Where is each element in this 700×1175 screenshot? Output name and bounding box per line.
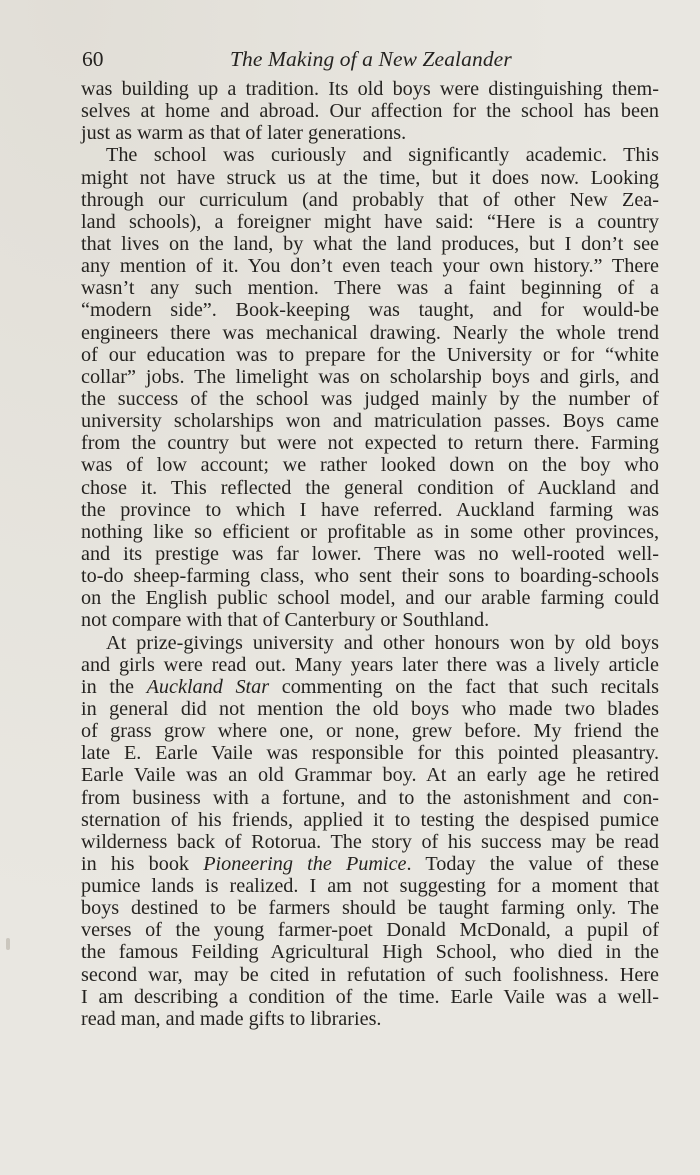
text-line: chose it. This reflected the general condition of Auckland and — [81, 476, 659, 499]
text-line: pumice lands is realized. I am not suggesting for a moment that — [81, 875, 659, 898]
text-line: second war, may be cited in refutation of such foolishness. Here — [81, 963, 659, 986]
text-line: I am describing a condition of the time. Earle Vaile was a well- — [81, 985, 659, 1008]
text-line: land schools), a foreigner might have said: “Here is a country — [81, 210, 659, 233]
text-line: of grass grow where one, or none, grew before. My friend the — [81, 720, 659, 743]
page-header — [82, 44, 660, 74]
paper-speck — [6, 938, 10, 950]
text-line: read man, and made gifts to libraries. — [81, 1007, 382, 1030]
text-line: was building up a tradition. Its old boys were distinguishing them- — [81, 78, 659, 100]
text-line: wilderness back of Rotorua. The story of his success may be read — [81, 830, 659, 853]
text-line: collar” jobs. The limelight was on scholarship boys and girls, and — [81, 365, 659, 388]
text-line: selves at home and abroad. Our affection for the school has been — [81, 100, 659, 123]
text-line: to-do sheep-farming class, who sent their sons to boarding-schools — [81, 565, 659, 588]
text-line — [81, 853, 659, 875]
text-line: from business with a fortune, and to the astonishment and con- — [81, 786, 659, 809]
text-line: university scholarships won and matriculation passes. Boys came — [81, 410, 659, 433]
text-line: was of low account; we rather looked down on the boy who — [81, 454, 659, 477]
text-line: on the English public school model, and our arable farming could — [81, 587, 659, 610]
text-line: and its prestige was far lower. There was no well-rooted well- — [81, 542, 659, 565]
text-line: through our curriculum (and probably that of other New Zea- — [81, 188, 659, 211]
text-run: in the — [81, 675, 147, 698]
text-line: of our education was to prepare for the University or for “white — [81, 343, 659, 366]
text-line: and girls were read out. Many years later there was a lively article — [81, 653, 659, 676]
text-line: At prize-givings university and other honours won by old boys — [106, 631, 659, 654]
text-line: might not have struck us at the time, but it does now. Looking — [81, 166, 659, 189]
text-line: boys destined to be farmers should be taught farming only. The — [81, 897, 659, 920]
text-line: verses of the young farmer-poet Donald McDonald, a pupil of — [81, 919, 659, 942]
text-line: Earle Vaile was an old Grammar boy. At an early age he retired — [81, 764, 659, 787]
text-line: wasn’t any such mention. There was a faint beginning of a — [81, 277, 659, 300]
text-line: that lives on the land, by what the land produces, but I don’t see — [81, 232, 659, 255]
text-line: the famous Feilding Agricultural High School, who died in the — [81, 941, 659, 964]
text-line: “modern side”. Book-keeping was taught, and for would-be — [81, 299, 659, 322]
text-line: nothing like so efficient or profitable as in some other provinces, — [81, 520, 659, 543]
text-line: late E. Earle Vaile was responsible for this pointed pleasantry. — [81, 742, 659, 765]
page-number: 60 — [82, 47, 104, 71]
running-title: The Making of a New Zealander — [230, 47, 512, 71]
text-run: . Today the value of these — [406, 852, 659, 875]
body-text — [81, 78, 659, 1030]
text-line: the success of the school was judged mainly by the number of — [81, 387, 659, 410]
text-line: in general did not mention the old boys who made two blades — [81, 697, 659, 720]
text-line: not compare with that of Canterbury or Southland. — [81, 609, 490, 632]
text-line: engineers there was mechanical drawing. Nearly the whole trend — [81, 321, 659, 344]
text-run: in his book — [81, 852, 204, 875]
book-title: Pioneering the Pumice — [203, 852, 407, 875]
text-line — [81, 676, 659, 698]
text-line: sternation of his friends, applied it to testing the despised pumice — [81, 808, 659, 831]
text-line: from the country but were not expected to return there. Farming — [81, 432, 659, 455]
text-line: The school was curiously and significantly academic. This — [106, 144, 659, 167]
newspaper-title: Auckland Star — [146, 675, 270, 698]
text-line: just as warm as that of later generations. — [81, 122, 407, 145]
text-line: any mention of it. You don’t even teach your own history.” There — [81, 255, 659, 278]
text-run: commenting on the fact that such recitals — [281, 675, 659, 698]
text-line: the province to which I have referred. Auckland farming was — [81, 498, 659, 521]
